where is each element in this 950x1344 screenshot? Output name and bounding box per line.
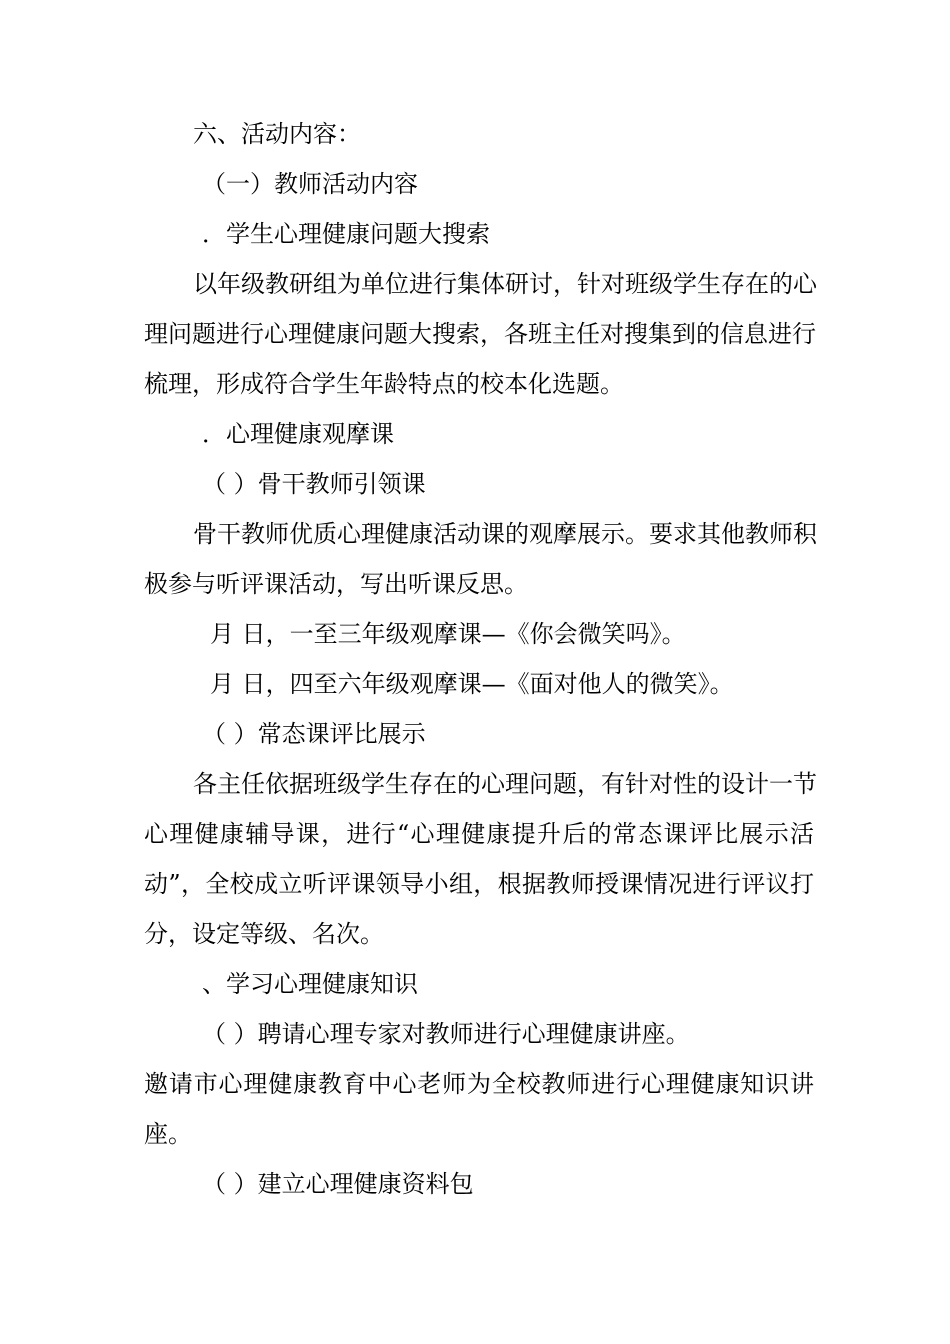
item-heading: 、学习心理健康知识: [202, 970, 418, 998]
paragraph-line: 骨干教师优质心理健康活动课的观摩展示。要求其他教师积: [193, 520, 817, 548]
subsection-heading: （一）教师活动内容: [202, 170, 418, 198]
paragraph-line: 心理健康辅导课，进行“心理健康提升后的常态课评比展示活: [144, 820, 814, 848]
schedule-line: 月 日，四至六年级观摩课—《面对他人的微笑》。: [210, 670, 734, 698]
paragraph-line: 梳理，形成符合学生年龄特点的校本化选题。: [144, 370, 624, 398]
paragraph-line: 各主任依据班级学生存在的心理问题，有针对性的设计一节: [193, 770, 817, 798]
schedule-line: 月 日，一至三年级观摩课—《你会微笑吗》。: [210, 620, 686, 648]
subitem-heading: （ ）常态课评比展示: [202, 720, 426, 748]
section-heading: 六、活动内容：: [193, 120, 361, 148]
item-heading: ．心理健康观摩课: [202, 420, 394, 448]
paragraph-line: 分，设定等级、名次。: [144, 920, 384, 948]
paragraph-line: 邀请市心理健康教育中心老师为全校教师进行心理健康知识讲: [144, 1070, 814, 1098]
subitem-heading: （ ）骨干教师引领课: [202, 470, 426, 498]
paragraph-line: 动”，全校成立听评课领导小组，根据教师授课情况进行评议打: [144, 870, 814, 898]
paragraph-line: 理问题进行心理健康问题大搜索，各班主任对搜集到的信息进行: [144, 320, 816, 348]
paragraph-line: 以年级教研组为单位进行集体研讨，针对班级学生存在的心: [193, 270, 817, 298]
paragraph-line: 座。: [144, 1120, 192, 1148]
paragraph-line: 极参与听评课活动，写出听课反思。: [144, 570, 528, 598]
item-heading: ．学生心理健康问题大搜索: [202, 220, 490, 248]
subitem-heading: （ ）建立心理健康资料包: [202, 1170, 474, 1198]
subitem-heading: （ ）聘请心理专家对教师进行心理健康讲座。: [202, 1020, 690, 1048]
